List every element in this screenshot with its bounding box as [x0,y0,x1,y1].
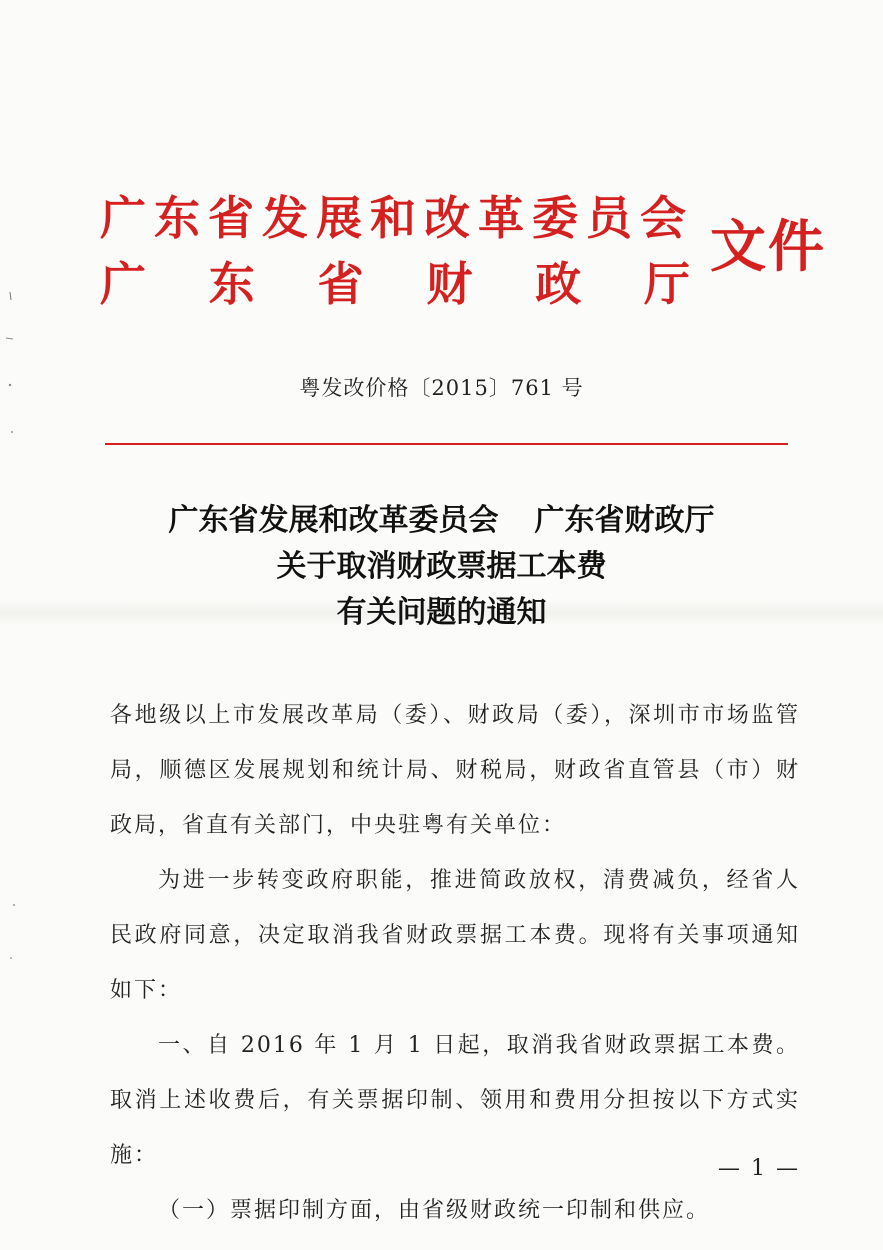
header-org-char: 厅 [643,257,690,311]
header-org-char: 广 [100,257,146,311]
title-org-2: 广东省财政厅 [534,503,715,538]
document-number: 粤发改价格〔2015〕761 号 [299,376,584,400]
header-wenjian: 文件 [710,214,826,280]
header-org-char: 政 [535,257,582,311]
header-org-char: 省 [317,257,364,311]
title-line-2: 关于取消财政票据工本费 [276,549,607,584]
recipients-paragraph: 各地级以上市发展改革局（委）、财政局（委），深圳市市场监管局，顺德区发展规划和统计局、财税局，财政省直管县（市）财政局，省直有关部门，中央驻粤有关单位： [110,703,800,838]
header-org-char: 东 [208,257,255,311]
title-org-1: 广东省发展和改革委员会 [168,503,499,538]
header-org-line-1: 广东省发展和改革委员会 [100,191,694,245]
body-paragraph-2: 一、自 2016 年 1 月 1 日起，取消我省财政票据工本费。取消上述收费后，有关票据印制、领用和费用分担按以下方式实施： [110,1033,800,1168]
page-number: — 1 — [718,1156,800,1181]
title-line-3: 有关问题的通知 [336,595,547,630]
body-paragraph-1: 为进一步转变政府职能，推进简政放权，清费减负，经省人民政府同意，决定取消我省财政票据工本费。现将有关事项通知如下： [110,868,800,1003]
body-paragraph-3: （一）票据印制方面，由省级财政统一印制和供应。 [158,1198,711,1223]
header-org-char: 财 [426,257,473,311]
